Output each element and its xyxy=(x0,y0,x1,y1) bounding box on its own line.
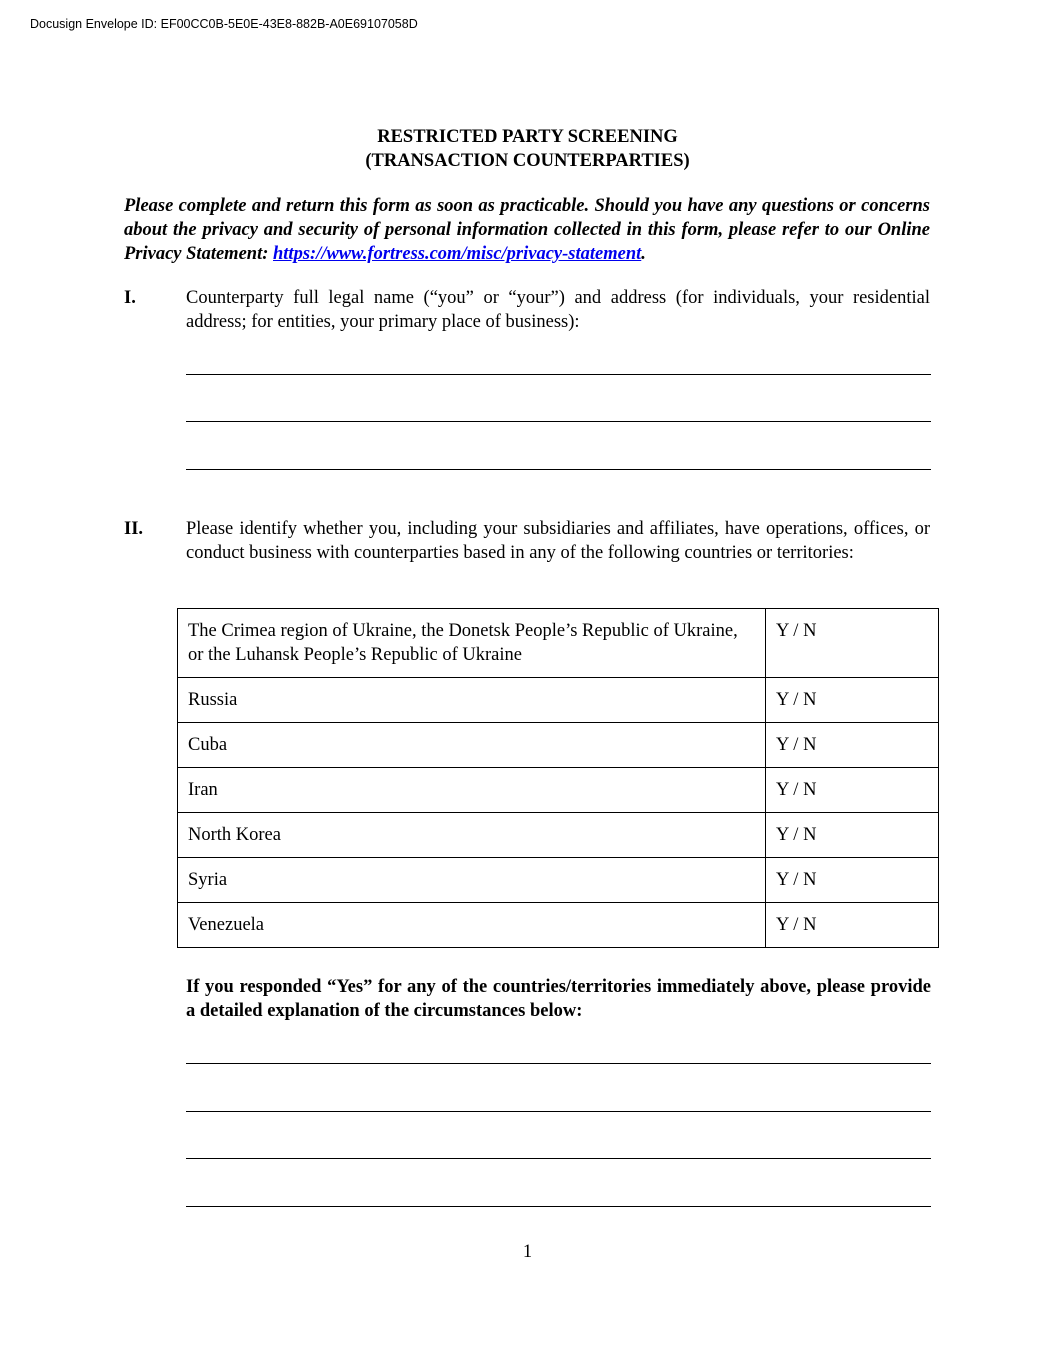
section-1-text: Counterparty full legal name (“you” or “your”) and address (for individuals, your residential address; for entities, your primary place of business): xyxy=(186,288,930,332)
table-row xyxy=(178,609,939,678)
section-1-number: I. xyxy=(124,288,136,308)
yes-no-cell[interactable]: Y / N xyxy=(766,723,939,768)
table-row xyxy=(178,903,939,948)
answer-line-explanation-4[interactable] xyxy=(186,1206,931,1207)
table-row xyxy=(178,858,939,903)
table-row xyxy=(178,723,939,768)
intro-paragraph xyxy=(124,194,930,266)
page-number: 1 xyxy=(522,1242,533,1262)
privacy-statement-link[interactable]: https://www.fortress.com/misc/privacy-statement xyxy=(273,244,642,264)
table-row xyxy=(178,813,939,858)
country-name-cell: The Crimea region of Ukraine, the Donetsk People’s Republic of Ukraine, or the Luhansk People’s Republic of Ukraine xyxy=(178,609,766,678)
followup-instruction: If you responded “Yes” for any of the countries/territories immediately above, please provide a detailed explanation of the circumstances below: xyxy=(186,977,931,1021)
answer-line-explanation-1[interactable] xyxy=(186,1063,931,1064)
yes-no-cell[interactable]: Y / N xyxy=(766,768,939,813)
country-name-cell: North Korea xyxy=(178,813,766,858)
section-2-number: II. xyxy=(124,519,144,539)
yes-no-cell[interactable]: Y / N xyxy=(766,813,939,858)
docusign-envelope-id: Docusign Envelope ID: EF00CC0B-5E0E-43E8-882B-A0E69107058D xyxy=(30,17,418,31)
page-title: RESTRICTED PARTY SCREENING xyxy=(377,127,678,147)
answer-line-name-2[interactable] xyxy=(186,421,931,422)
yes-no-cell[interactable]: Y / N xyxy=(766,609,939,678)
country-name-cell: Syria xyxy=(178,858,766,903)
table-row xyxy=(178,768,939,813)
yes-no-cell[interactable]: Y / N xyxy=(766,903,939,948)
intro-text: Please complete and return this form as soon as practicable. Should you have any questions or concerns about the privacy and security of personal information collected in this form, please refer to our Online Privacy Statement: xyxy=(124,196,930,264)
answer-line-explanation-2[interactable] xyxy=(186,1111,931,1112)
countries-table xyxy=(177,608,939,948)
page-subtitle: (TRANSACTION COUNTERPARTIES) xyxy=(365,151,690,171)
section-2-text: Please identify whether you, including your subsidiaries and affiliates, have operations, offices, or conduct business with counterparties based in any of the following countries or territories: xyxy=(186,519,930,563)
answer-line-explanation-3[interactable] xyxy=(186,1158,931,1159)
country-name-cell: Venezuela xyxy=(178,903,766,948)
yes-no-cell[interactable]: Y / N xyxy=(766,858,939,903)
country-name-cell: Russia xyxy=(178,678,766,723)
answer-line-name-3[interactable] xyxy=(186,469,931,470)
table-row xyxy=(178,678,939,723)
intro-suffix: . xyxy=(641,244,646,264)
yes-no-cell[interactable]: Y / N xyxy=(766,678,939,723)
answer-line-name-1[interactable] xyxy=(186,374,931,375)
country-name-cell: Iran xyxy=(178,768,766,813)
country-name-cell: Cuba xyxy=(178,723,766,768)
